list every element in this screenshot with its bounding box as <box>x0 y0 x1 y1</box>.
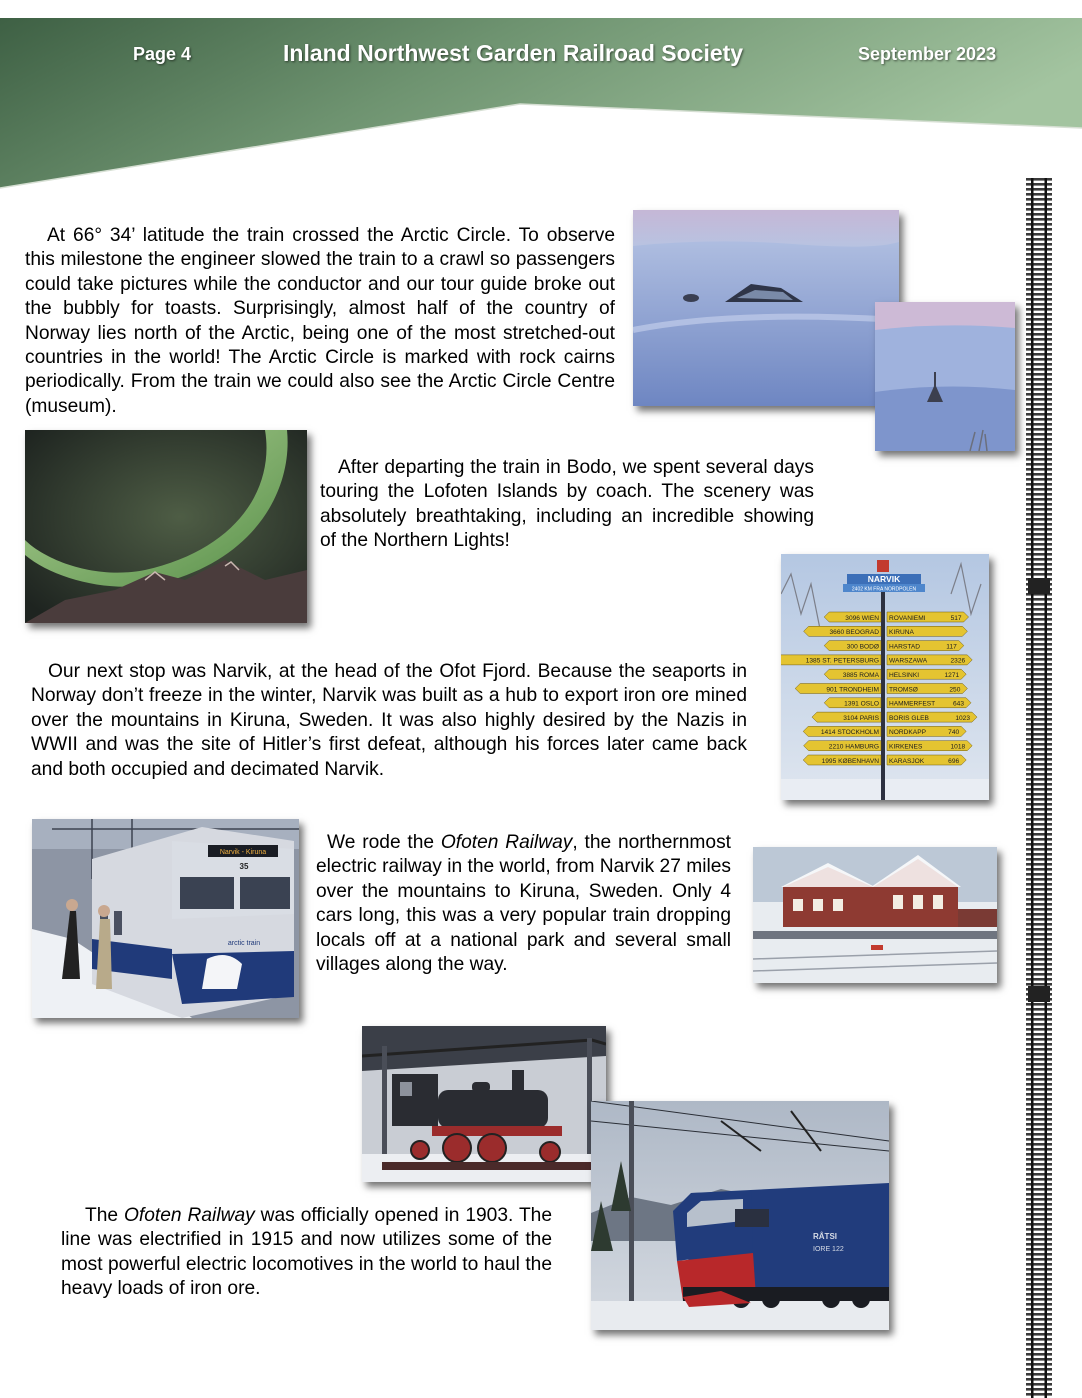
p4-italic-railway: Ofoten Railway <box>440 832 573 853</box>
sign-left-3 <box>781 655 881 665</box>
sign-left-text: 3096 WIEN <box>845 614 879 622</box>
sign-left-text: 3104 PARIS <box>843 714 879 722</box>
sign-right-km: 117 <box>946 643 957 651</box>
sign-right-km: 517 <box>950 614 962 622</box>
sign-right-city: KIRKENES <box>889 743 923 751</box>
sign-right-city: BORIS GLEB <box>889 714 929 722</box>
sign-right-city: KIRUNA <box>889 629 914 637</box>
p4-part-a: We rode the <box>327 832 441 853</box>
header-banner <box>0 0 1082 200</box>
sign-left-2 <box>824 641 881 651</box>
paragraph-narvik: Our next stop was Narvik, at the head of the Ofot Fjord. Because the seaports in Norway don’t freeze in the winter, Narvik was built as a hub to export iron ore mined over the mountains in Kiruna, Sweden. It was also highly desired by the Nazis in WWII and was the site of Hitler’s first defeat, although his forces later came back and both occupied and decimated Narvik. <box>31 661 747 780</box>
page-number: Page 4 <box>133 44 192 64</box>
photo-northern-lights <box>25 430 307 623</box>
train-brand: arctic train <box>227 940 261 947</box>
photo-electric-locomotive <box>591 1101 889 1330</box>
sign-left-text: 1995 KØBENHAVN <box>821 757 879 765</box>
photo-arctic-train <box>32 819 299 1018</box>
sign-right-city: HARSTAD <box>889 643 921 651</box>
photo-arctic-circle-monument <box>633 210 899 406</box>
photo-narvik-signpost <box>781 554 989 800</box>
railroad-track-decoration <box>1026 178 1052 1398</box>
sign-right-km: 740 <box>948 729 960 737</box>
sign-left-10 <box>803 755 881 765</box>
sign-right-4 <box>887 669 966 679</box>
sign-left-7 <box>812 712 881 722</box>
sign-left-text: 1414 STOCKHOLM <box>820 729 879 737</box>
p5-italic-railway: Ofoten Railway <box>124 1205 255 1226</box>
sign-right-7 <box>887 712 977 722</box>
sign-right-km: 643 <box>952 700 964 708</box>
signpost-subtitle: 2402 KM FRA NORDPOLEN <box>851 586 917 593</box>
sign-left-5 <box>795 684 881 694</box>
sign-right-km: 1018 <box>950 743 966 751</box>
p5-part-a: The <box>85 1205 124 1226</box>
sign-left-text: 1385 ST. PETERSBURG <box>805 657 879 665</box>
sign-right-km: 250 <box>949 686 961 694</box>
sign-right-0 <box>887 612 969 622</box>
sign-right-city: WARSZAWA <box>889 657 928 665</box>
paragraph-ofoten-ride <box>316 831 731 977</box>
sign-right-10 <box>887 755 966 765</box>
p4-part-b: , the northernmost electric railway in the world, from Narvik 27 miles over the mountains to Kiruna, Sweden. Only 4 cars long, this was a very popular train dropping locals off at a national park and several small villages along the way. <box>316 832 732 976</box>
sign-right-city: TROMSØ <box>889 686 918 694</box>
paragraph-lofoten: After departing the train in Bodo, we spent several days touring the Lofoten Islands by coach. The scenery was absolutely breathtaking, including an incredible showing of the Northern Lights! <box>320 457 814 552</box>
sign-left-1 <box>804 626 881 636</box>
photo-narvik-station <box>753 847 997 983</box>
sign-right-2 <box>887 641 964 651</box>
newsletter-title: Inland Northwest Garden Railroad Society <box>283 40 744 66</box>
train-number: 35 <box>239 862 249 871</box>
loco-name: RÅTSI <box>813 1232 837 1241</box>
sign-left-text: 901 TRONDHEIM <box>826 686 879 694</box>
sign-right-city: HELSINKI <box>889 672 920 679</box>
sign-right-6 <box>887 698 971 708</box>
sign-right-city: NORDKAPP <box>889 729 927 737</box>
issue-date: September 2023 <box>858 44 997 64</box>
p5-part-b: was officially opened in 1903. The line was electrified in 1915 and now utilizes some of the most powerful electric locomotives in the world to haul the heavy loads of iron ore. <box>61 1205 553 1300</box>
sign-right-city: ROVANIEMI <box>889 614 926 622</box>
sign-left-0 <box>824 612 881 622</box>
sign-right-km: 696 <box>948 757 960 765</box>
photo-steam-locomotive <box>362 1026 606 1182</box>
sign-right-km: 2326 <box>950 657 966 665</box>
sign-right-8 <box>887 726 966 736</box>
sign-left-text: 3660 BEOGRAD <box>829 629 879 637</box>
sign-left-6 <box>824 698 881 708</box>
signpost-town: NARVIK <box>867 574 901 584</box>
sign-left-text: 2210 HAMBURG <box>828 743 879 751</box>
sign-left-9 <box>804 741 881 751</box>
sign-right-1 <box>887 626 967 636</box>
loco-number: IORE 122 <box>813 1246 844 1253</box>
sign-right-city: HAMMERFEST <box>889 700 936 708</box>
sign-right-3 <box>887 655 972 665</box>
sign-right-city: KARASJOK <box>889 757 925 765</box>
sign-right-5 <box>887 684 967 694</box>
sign-right-km: 1023 <box>955 714 970 722</box>
sign-left-4 <box>824 669 881 679</box>
paragraph-ofoten-history <box>61 1204 552 1302</box>
sign-right-9 <box>887 741 972 751</box>
sign-left-text: 1391 OSLO <box>844 700 879 708</box>
sign-right-km: 1271 <box>944 672 960 679</box>
sign-left-8 <box>803 726 881 736</box>
sign-left-text: 300 BODØ <box>846 643 879 651</box>
paragraph-arctic-circle: At 66° 34’ latitude the train crossed the Arctic Circle. To observe this milestone the engineer slowed the train to a crawl so passengers could take pictures while the conductor and our tour guide broke out the bubbly for toasts. Surprisingly, almost half of the country of Norway lies north of the Arctic, being one of the most stretched-out countries in the world! The Arctic Circle is marked with rock cairns periodically. From the train we could also see the Arctic Circle Centre (museum). <box>25 225 615 417</box>
photo-arctic-cairn <box>875 302 1015 451</box>
train-destination: Narvik - Kiruna <box>219 849 267 856</box>
sign-left-text: 3885 ROMA <box>842 672 879 679</box>
